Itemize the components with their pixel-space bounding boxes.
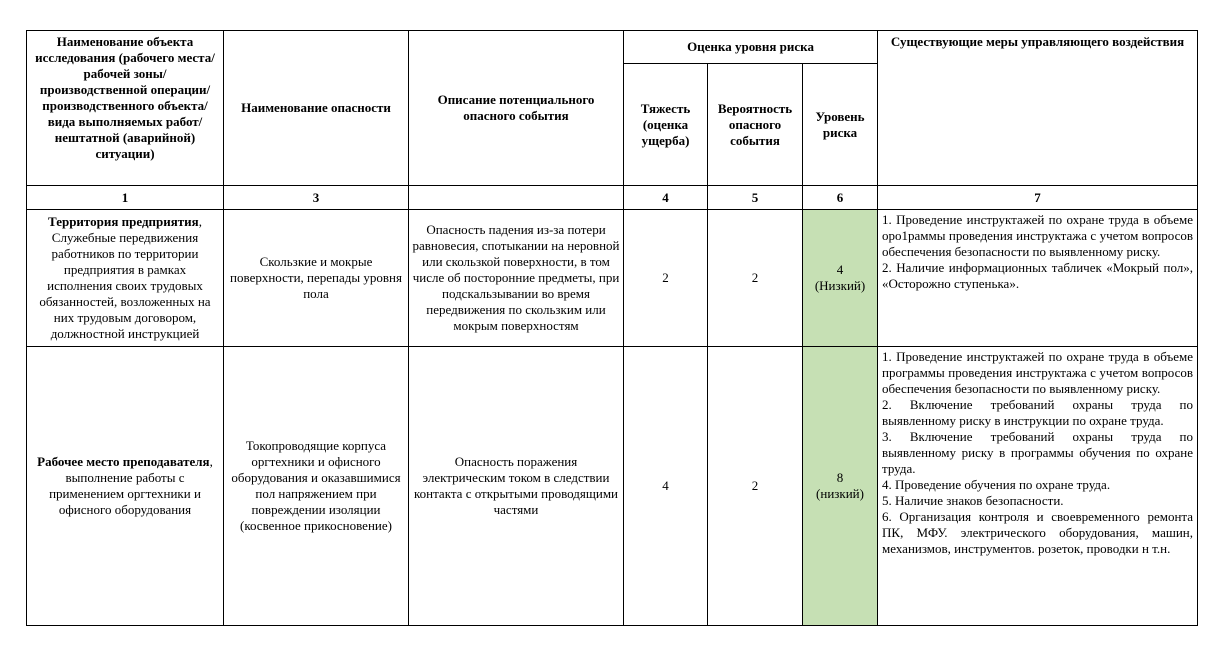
column-number: 6 <box>803 186 878 210</box>
object-cell <box>27 210 224 347</box>
object-details: , выполнение работы с применением оргтехники и офисного оборудования <box>49 454 213 517</box>
risk-level-cell <box>803 347 878 626</box>
risk-label: (Низкий) <box>814 278 866 293</box>
header-severity: Тяжесть (оценка ущерба) <box>624 64 708 186</box>
column-number: 5 <box>708 186 803 210</box>
description-cell: Опасность поражения электрическим током в следствии контакта с открытыми проводящими частями <box>409 347 624 626</box>
measure-item: 2. Включение требований охраны труда по выявленному риску в инструкции по охране труда. <box>882 397 1194 428</box>
header-hazard: Наименование опасности <box>224 31 409 186</box>
column-number: 3 <box>224 186 409 210</box>
header-measures: Существующие меры управляющего воздействия <box>878 31 1198 186</box>
header-description: Описание потенциального опасного события <box>409 31 624 186</box>
object-name: Рабочее место преподавателя <box>37 454 210 469</box>
risk-value: 4 <box>836 262 844 277</box>
measure-item: 3. Включение требований охраны труда по выявленному риску в программы обучения по охране труда. <box>882 429 1194 476</box>
header-risk-assessment: Оценка уровня риска <box>624 31 878 64</box>
object-name: Территория предприятия <box>48 214 199 229</box>
hazard-cell: Токопроводящие корпуса оргтехники и офисного оборудования и оказавшимися пол напряжением при повреждении изоляции (косвенное прикосновение) <box>224 347 409 626</box>
object-details: , Служебные передвижения работников по территории предприятия в рамках исполнения своих трудовых обязанностей, возложенных на них трудовым договором, должностной инструкцией <box>39 214 211 341</box>
severity-cell: 2 <box>624 210 708 347</box>
header-probability: Вероятность опасного события <box>708 64 803 186</box>
risk-assessment-table <box>26 30 1198 626</box>
risk-value: 8 <box>836 470 844 485</box>
table-row <box>27 210 1198 347</box>
column-number: 4 <box>624 186 708 210</box>
measure-item: 1. Проведение инструктажей по охране труда в объеме оро1раммы проведения инструктажа с учетом вопросов обеспечения безопасности по выявленному риску. <box>882 212 1194 259</box>
measures-cell <box>878 210 1198 347</box>
header-risk-level: Уровень риска <box>803 64 878 186</box>
measure-item: 2. Наличие информационных табличек «Мокрый пол», «Осторожно ступенька». <box>882 260 1194 291</box>
description-cell: Опасность падения из-за потери равновесия, спотыкании на неровной или скользкой поверхности, в том числе об посторонние предметы, при подскальзывании во время передвижения по скользким или мокрым поверхностям <box>409 210 624 347</box>
measures-cell <box>878 347 1198 626</box>
column-number: 1 <box>27 186 224 210</box>
measure-item: 4. Проведение обучения по охране труда. <box>882 477 1111 492</box>
probability-cell: 2 <box>708 347 803 626</box>
hazard-cell: Скользкие и мокрые поверхности, перепады уровня пола <box>224 210 409 347</box>
column-number: 7 <box>878 186 1198 210</box>
column-numbers-row <box>27 186 1198 210</box>
table-row <box>27 347 1198 626</box>
risk-level-cell <box>803 210 878 347</box>
measure-item: 6. Организация контроля и своевременного ремонта ПК, МФУ. электрического оборудования, машин, механизмов, инструментов. розеток, проводки н т.н. <box>882 509 1194 556</box>
object-cell <box>27 347 224 626</box>
header-object: Наименование объекта исследования (рабочего места/рабочей зоны/производственной операции/производственного объекта/вида выполняемых работ/нештатной (аварийной) ситуации) <box>27 31 224 186</box>
probability-cell: 2 <box>708 210 803 347</box>
risk-label: (низкий) <box>816 486 864 501</box>
column-number <box>409 186 624 210</box>
measure-item: 5. Наличие знаков безопасности. <box>882 493 1064 508</box>
measure-item: 1. Проведение инструктажей по охране труда в объеме программы проведения инструктажа с учетом вопросов обеспечения безопасности по выявленному риску. <box>882 349 1194 396</box>
severity-cell: 4 <box>624 347 708 626</box>
